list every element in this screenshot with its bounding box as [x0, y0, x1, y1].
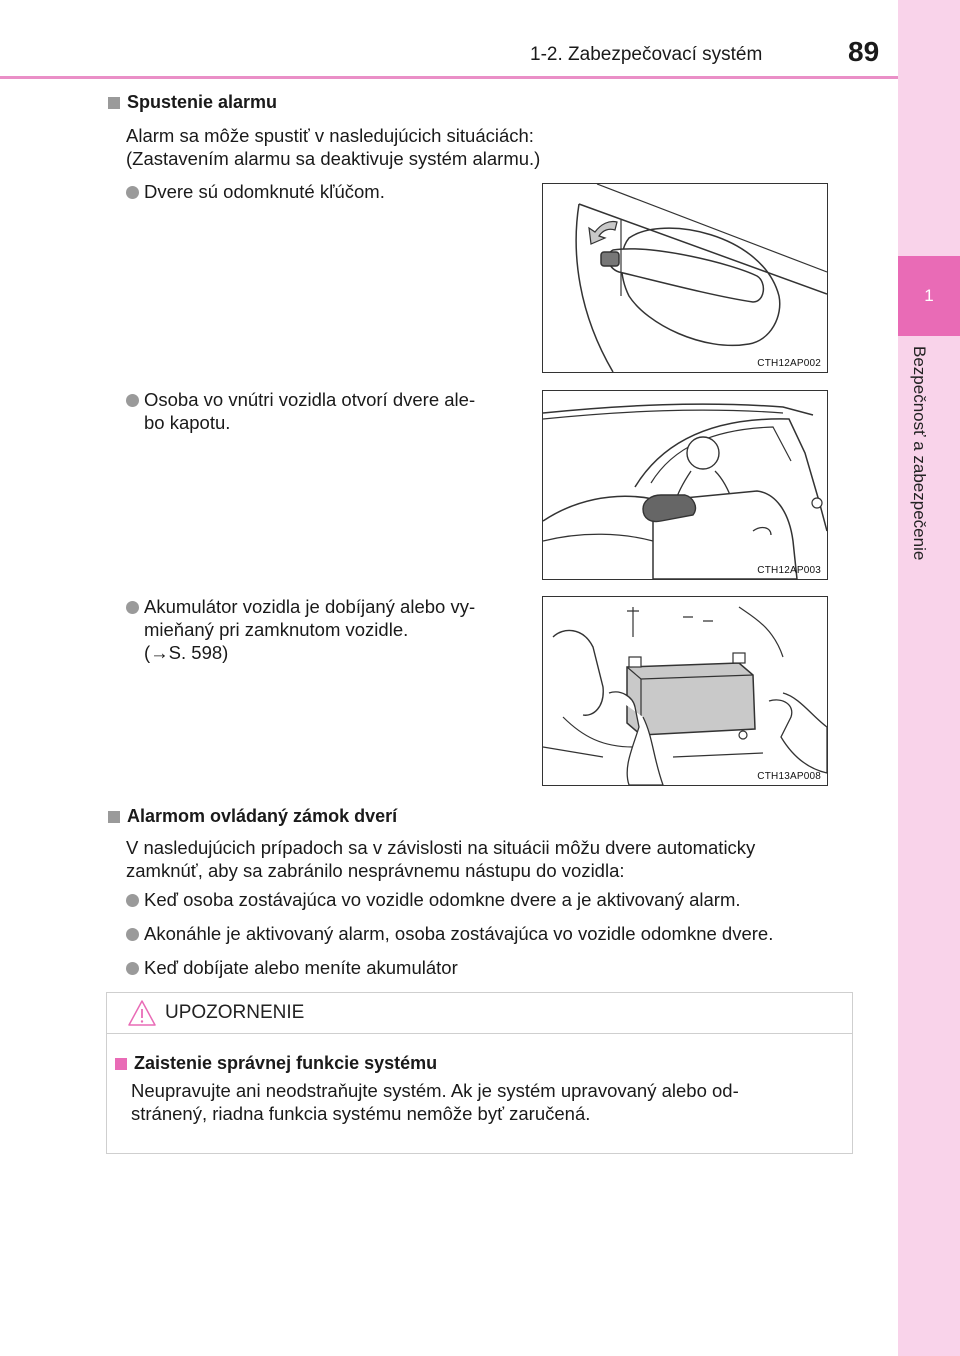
- warning-triangle-icon: [127, 999, 157, 1027]
- section-heading-alarm-trigger: Spustenie alarmu: [108, 92, 277, 113]
- square-bullet-icon: [108, 811, 120, 823]
- page-number: 89: [848, 36, 880, 67]
- list-item: Akumulátor vozidla je dobíjaný alebo vy- mieňaný pri zamknutom vozidle. (→S. 598): [126, 595, 475, 664]
- chapter-side-tab: [898, 0, 960, 1356]
- warning-header: [107, 993, 852, 1034]
- list-item: Dvere sú odomknuté kľúčom.: [126, 180, 385, 203]
- battery-illustration: [543, 597, 827, 785]
- list-item: Keď dobíjate alebo meníte akumulátor: [126, 956, 458, 979]
- figure-code: CTH12AP003: [757, 565, 821, 576]
- round-bullet-icon: [126, 394, 139, 407]
- figure-door-key: [542, 183, 828, 373]
- figure-battery-replacement: [542, 596, 828, 786]
- chapter-title: Bezpečnosť a zabezpečenie: [910, 346, 929, 561]
- figure-person-opens-door: [542, 390, 828, 580]
- section-heading-alarm-door-lock: Alarmom ovládaný zámok dverí: [108, 806, 397, 827]
- warning-title: UPOZORNENIE: [165, 1002, 305, 1023]
- list-item: Osoba vo vnútri vozidla otvorí dvere ale- bo kapotu.: [126, 388, 475, 434]
- round-bullet-icon: [126, 928, 139, 941]
- round-bullet-icon: [126, 962, 139, 975]
- header-rule: [0, 76, 898, 79]
- warning-text: Neupravujte ani neodstraňujte systém. Ak je systém upravovaný alebo od- stránený, riadna funkcia systému nemôže byť zaručená.: [131, 1080, 739, 1124]
- chapter-number: 1: [898, 256, 960, 336]
- figure-code: CTH12AP002: [757, 358, 821, 369]
- round-bullet-icon: [126, 894, 139, 907]
- square-bullet-icon: [115, 1058, 127, 1070]
- figure-code: CTH13AP008: [757, 771, 821, 782]
- square-bullet-icon: [108, 97, 120, 109]
- door-handle-illustration: [543, 184, 827, 372]
- round-bullet-icon: [126, 601, 139, 614]
- list-item: Akonáhle je aktivovaný alarm, osoba zostávajúca vo vozidle odomkne dvere.: [126, 922, 773, 945]
- car-interior-illustration: [543, 391, 827, 579]
- section-title: 1-2. Zabezpečovací systém: [530, 44, 763, 65]
- section-intro: Alarm sa môže spustiť v nasledujúcich situáciách: (Zastavením alarmu sa deaktivuje systém alarmu.): [126, 125, 541, 169]
- warning-box: [106, 992, 853, 1154]
- warning-heading: Zaistenie správnej funkcie systému: [115, 1053, 437, 1074]
- round-bullet-icon: [126, 186, 139, 199]
- list-item: Keď osoba zostávajúca vo vozidle odomkne dvere a je aktivovaný alarm.: [126, 888, 741, 911]
- section-intro: V nasledujúcich prípadoch sa v závislosti na situácii môžu dvere automaticky zamknúť, aby sa zabránilo nesprávnemu nástupu do vozidla:: [126, 837, 756, 881]
